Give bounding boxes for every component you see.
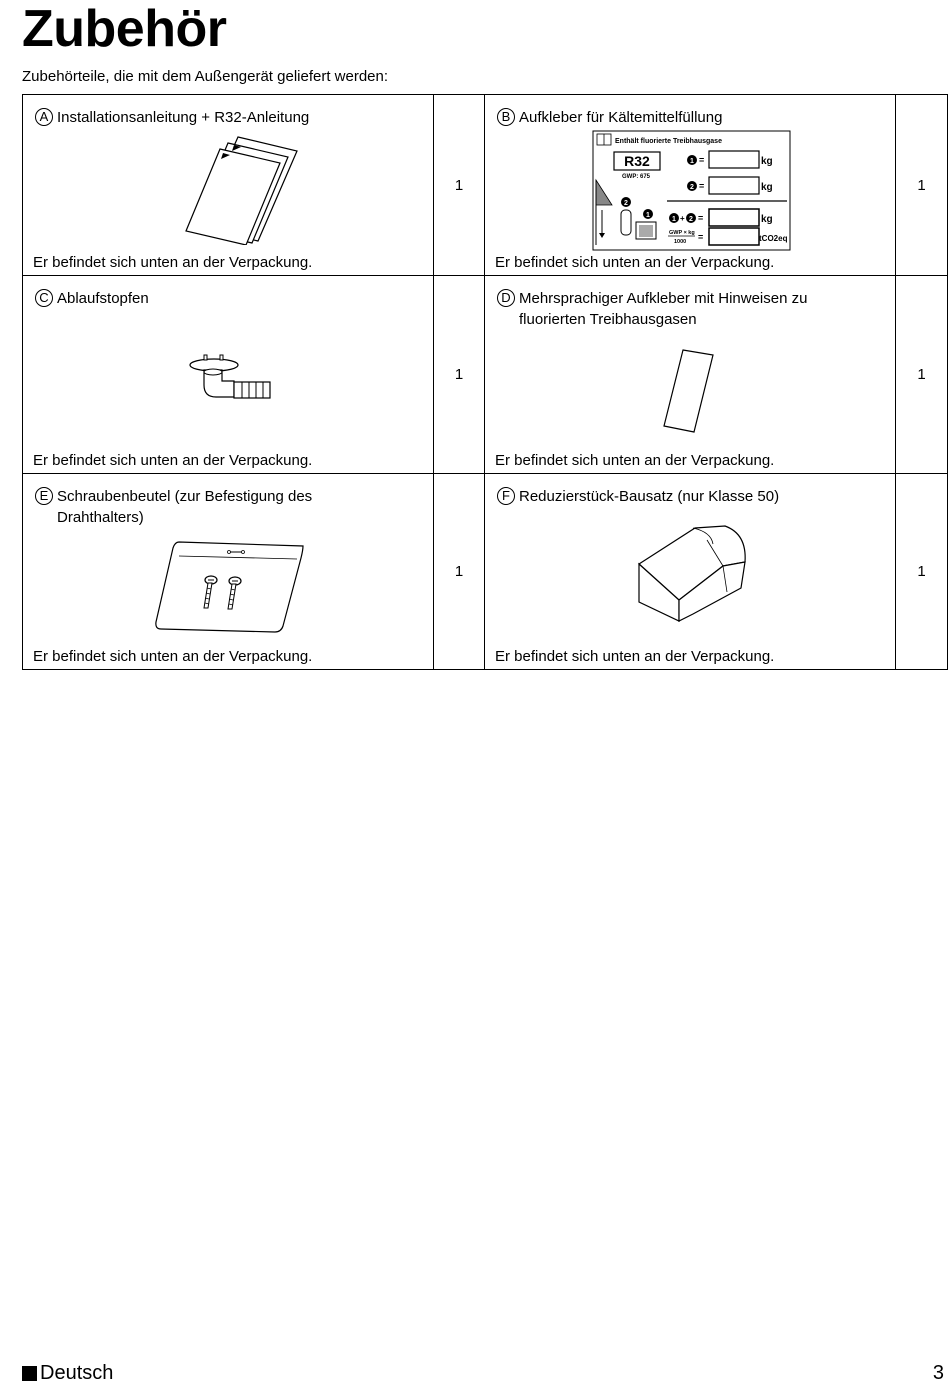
svg-text:2: 2 [624,200,628,207]
item-location: Er befindet sich unten an der Verpackung. [495,452,775,469]
unit-kg: kg [761,182,773,193]
svg-text:1: 1 [672,216,676,223]
item-label: Reduzierstück-Bausatz (nur Klasse 50) [519,488,780,505]
marker-2: 2 [690,184,694,191]
square-bullet-icon [22,1366,37,1381]
item-qty: 1 [434,95,485,276]
item-letter: D [497,289,515,307]
item-location: Er befindet sich unten an der Verpackung. [495,254,775,271]
sticker-strip-icon [663,346,718,436]
page-title: Zubehör [22,0,227,58]
item-qty: 1 [896,474,948,670]
marker-1: 1 [690,158,694,165]
item-letter: E [35,487,53,505]
item-letter: F [497,487,515,505]
footer-language [22,1362,113,1384]
item-location: Er befindet sich unten an der Verpackung. [33,452,313,469]
svg-text:=: = [698,232,704,242]
unit-kg: kg [761,214,773,225]
drain-elbow-icon [186,351,276,406]
unit-co2: tCO2eq [759,234,788,243]
refrigerant-label-icon [592,130,792,252]
svg-text:=: = [699,181,705,191]
accessories-table [22,94,948,670]
item-qty: 1 [434,276,485,474]
footer-language-label: Deutsch [40,1362,114,1384]
screw-bag-icon [151,536,306,636]
intro-text: Zubehörteile, die mit dem Außengerät geliefert werden: [22,68,389,85]
svg-text:=: = [698,213,704,223]
item-cell-d [485,276,896,474]
item-cell-c [23,276,434,474]
item-label: Ablaufstopfen [57,290,149,307]
svg-text:2: 2 [689,216,693,223]
svg-text:+: + [680,214,685,223]
item-qty: 1 [434,474,485,670]
item-cell-f [485,474,896,670]
item-letter: B [497,108,515,126]
item-label: Mehrsprachiger Aufkleber mit Hinweisen zu fluorierten Treibhausgasen [519,290,808,328]
item-cell-e [23,474,434,670]
formula-bottom: 1000 [674,239,687,245]
manual-booklets-icon [178,133,303,245]
item-qty: 1 [896,276,948,474]
formula-top: GWP × kg [669,230,695,236]
page-number: 3 [932,1362,944,1384]
reducer-kit-icon [635,522,750,627]
item-cell-a [23,95,434,276]
item-location: Er befindet sich unten an der Verpackung. [33,254,313,271]
item-letter: C [35,289,53,307]
item-location: Er befindet sich unten an der Verpackung. [495,648,775,665]
item-location: Er befindet sich unten an der Verpackung. [33,648,313,665]
item-label: Installationsanleitung + R32-Anleitung [57,109,310,126]
label-gas: R32 [624,153,650,169]
unit-kg: kg [761,156,773,167]
item-label: Schraubenbeutel (zur Befestigung des Drahthalters) [57,488,313,526]
label-gwp: GWP: 675 [622,174,651,180]
svg-text:=: = [699,155,705,165]
item-letter: A [35,108,53,126]
item-label: Aufkleber für Kältemittelfüllung [519,109,723,126]
item-cell-b [485,95,896,276]
label-heading: Enthält fluorierte Treibhausgase [615,138,722,145]
item-qty: 1 [896,95,948,276]
svg-text:1: 1 [646,212,650,219]
